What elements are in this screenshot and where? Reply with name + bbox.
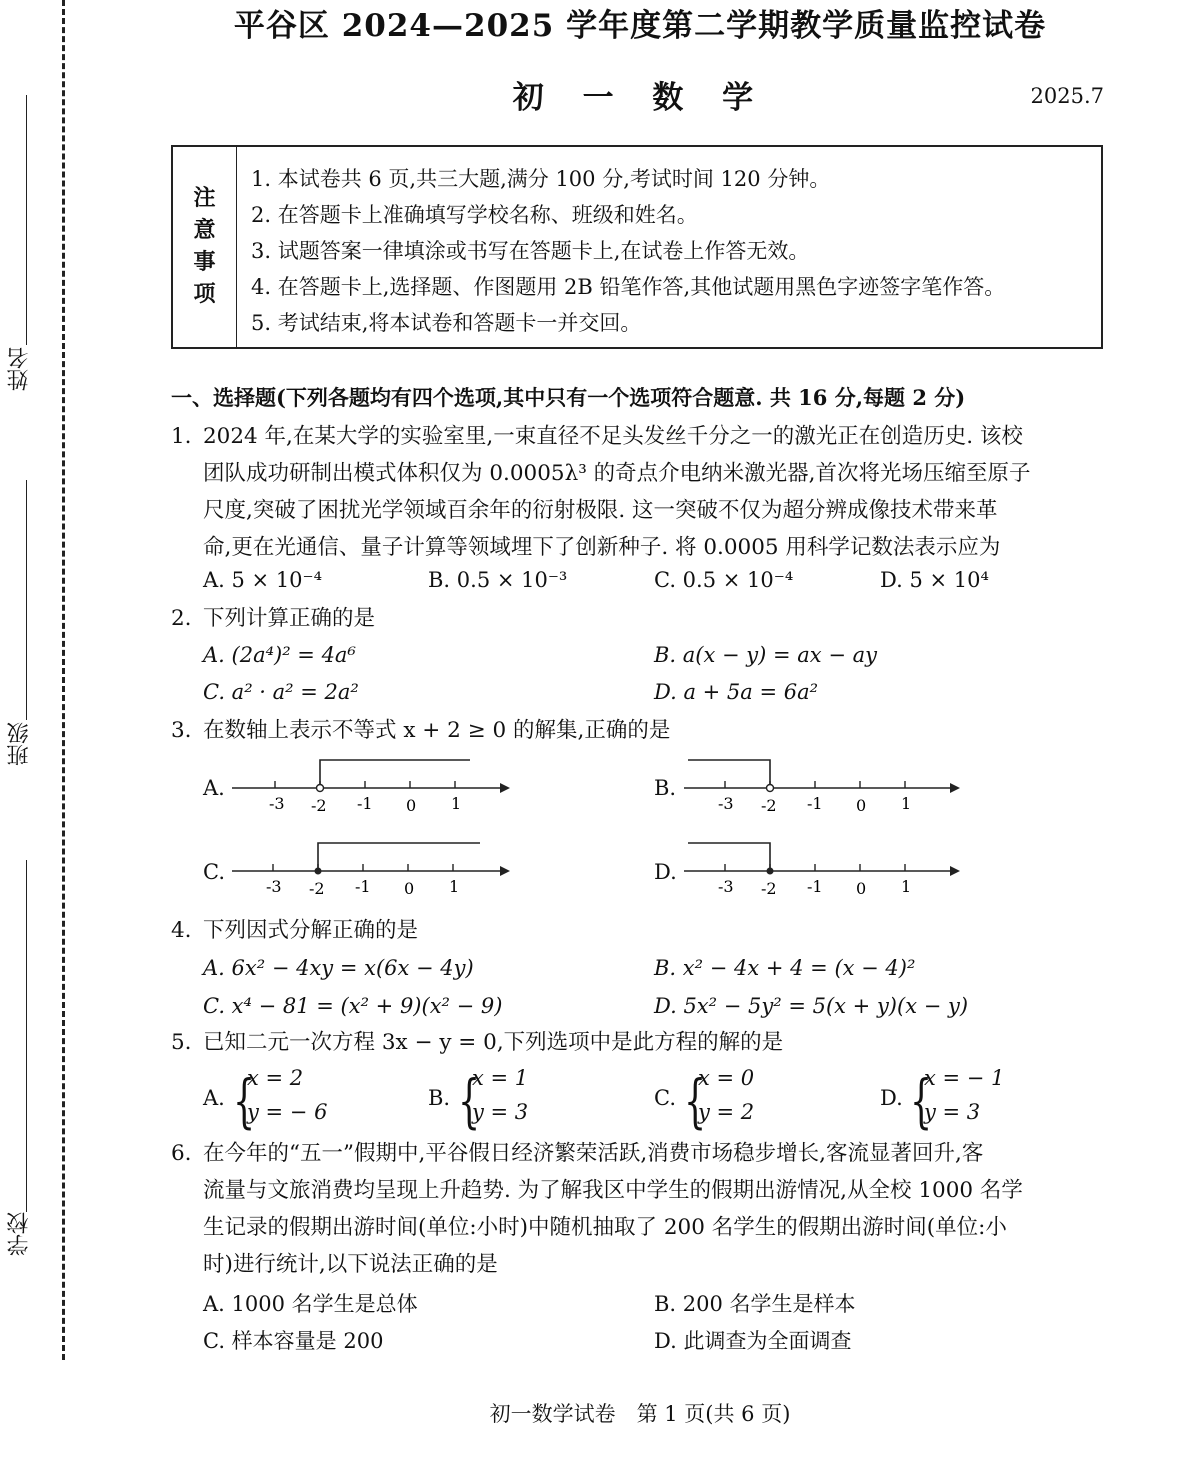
- q3-option-d-letter: D.: [654, 860, 677, 884]
- q1-line-3: 尺度,突破了困扰光学领域百余年的衍射极限. 这一突破不仅为超分辨成像技术带来革: [203, 498, 998, 523]
- q6-line-1: [171, 1135, 983, 1172]
- q3-stem: [171, 712, 670, 749]
- tick-label: 0: [406, 796, 417, 815]
- tick-label: -1: [355, 877, 371, 896]
- notice-label-char: 项: [193, 282, 216, 307]
- tick-label: -1: [357, 794, 373, 813]
- school-field: [0, 860, 40, 1280]
- q5-number: 5.: [171, 1030, 192, 1055]
- axis-arrow: [500, 783, 510, 793]
- notice-items: [251, 161, 1093, 341]
- tick-label: -3: [269, 794, 285, 813]
- tick-label: 0: [856, 796, 867, 815]
- q6-option-c: C. 样本容量是 200: [203, 1329, 384, 1353]
- notice-label-char: 意: [193, 218, 216, 243]
- notice-item: 1. 本试卷共 6 页,共三大题,满分 100 分,考试时间 120 分钟。: [251, 167, 831, 191]
- solid-point: [315, 868, 322, 875]
- axis-arrow: [950, 783, 960, 793]
- q3-option-a-letter: A.: [203, 776, 225, 800]
- q1-option-c: C. 0.5 × 10⁻⁴: [654, 568, 794, 592]
- notice-box: [171, 145, 1103, 349]
- school-underline: [26, 860, 27, 1212]
- q2-option-b: B. a(x − y) = ax − ay: [654, 643, 877, 667]
- q3-option-b-letter: B.: [654, 776, 677, 800]
- q6-text: 在今年的“五一”假期中,平谷假日经济繁荣活跃,消费市场稳步增长,客流显著回升,客: [203, 1141, 984, 1166]
- q5-eq-y: y = 2: [698, 1100, 755, 1124]
- q6-number: 6.: [171, 1141, 192, 1166]
- q3-numberline-b: [680, 755, 970, 815]
- axis-arrow: [500, 866, 510, 876]
- solid-point: [767, 868, 774, 875]
- q6-line-4: 时)进行统计,以下说法正确的是: [203, 1252, 498, 1277]
- q1-line-4: 命,更在光通信、量子计算等领域埋下了创新种子. 将 0.0005 用科学记数法表示应为: [203, 535, 1001, 560]
- q5-option-letter: A.: [203, 1086, 225, 1110]
- binding-dashed-line: [62, 0, 65, 1360]
- q5-eq-x: x = − 1: [924, 1066, 1005, 1090]
- notice-label-char: 事: [193, 250, 216, 275]
- q1-option-a: A. 5 × 10⁻⁴: [203, 568, 323, 592]
- q2-option-c: C. a² · a² = 2a²: [203, 680, 359, 704]
- name-underline: [26, 95, 27, 345]
- name-label: 姓名: [7, 347, 32, 391]
- notice-label-char: 注: [193, 186, 216, 211]
- q5-text: 已知二元一次方程 3x − y = 0,下列选项中是此方程的解的是: [203, 1030, 784, 1055]
- q5-eq-x: x = 0: [698, 1066, 755, 1090]
- q5-eq-x: x = 1: [472, 1066, 529, 1090]
- tick-label: -3: [266, 877, 282, 896]
- brace-icon: {: [233, 1067, 256, 1135]
- q6-line-3: 生记录的假期出游时间(单位:小时)中随机抽取了 200 名学生的假期出游时间(单位:小: [203, 1215, 1007, 1240]
- tick-label: 0: [856, 879, 867, 898]
- class-underline: [26, 480, 27, 720]
- q2-text: 下列计算正确的是: [203, 606, 376, 631]
- notice-item: 3. 试题答案一律填涂或书写在答题卡上,在试卷上作答无效。: [251, 239, 810, 263]
- page-footer: 初一数学试卷 第 1 页(共 6 页): [489, 1402, 791, 1426]
- q1-line-2: 团队成功研制出模式体积仅为 0.0005λ³ 的奇点介电纳米激光器,首次将光场压缩至原子: [203, 461, 1031, 486]
- q2-option-a: A. (2a⁴)² = 4a⁶: [203, 643, 356, 667]
- q3-number: 3.: [171, 718, 192, 743]
- exam-date: 2025.7: [1030, 84, 1104, 108]
- q4-option-d: D. 5x² − 5y² = 5(x + y)(x − y): [654, 994, 969, 1018]
- q1-number: 1.: [171, 424, 192, 449]
- q3-numberline-d: [680, 838, 970, 898]
- open-point: [317, 785, 324, 792]
- q2-stem: [171, 600, 375, 637]
- brace-icon: {: [910, 1067, 933, 1135]
- solution-bracket: [688, 760, 770, 785]
- q3-option-c-letter: C.: [203, 860, 225, 884]
- notice-item: 5. 考试结束,将本试卷和答题卡一并交回。: [251, 311, 642, 335]
- q6-option-b: B. 200 名学生是样本: [654, 1292, 856, 1316]
- solution-bracket: [688, 843, 770, 868]
- q5-eq-y: y = 3: [472, 1100, 529, 1124]
- open-point: [767, 785, 774, 792]
- tick-label: 1: [901, 794, 912, 813]
- notice-label: [173, 147, 237, 347]
- q5-eq-y: y = − 6: [247, 1100, 328, 1124]
- q2-option-d: D. a + 5a = 6a²: [654, 680, 819, 704]
- notice-item: 4. 在答题卡上,选择题、作图题用 2B 铅笔作答,其他试题用黑色字迹签字笔作答。: [251, 275, 1006, 299]
- tick-label: -2: [761, 879, 777, 898]
- tick-label: -1: [807, 794, 823, 813]
- school-label: 学校: [7, 1212, 32, 1256]
- q1-line-1: [171, 418, 1023, 455]
- brace-icon: {: [684, 1067, 707, 1135]
- exam-title: 平谷区 2024—2025 学年度第二学期教学质量监控试卷: [233, 8, 1047, 44]
- name-field: [0, 95, 40, 405]
- q4-option-b: B. x² − 4x + 4 = (x − 4)²: [654, 956, 916, 980]
- q4-option-c: C. x⁴ − 81 = (x² + 9)(x² − 9): [203, 994, 503, 1018]
- tick-label: 1: [451, 794, 462, 813]
- q2-number: 2.: [171, 606, 192, 631]
- class-label: 班级: [7, 722, 32, 766]
- q3-numberline-c: [228, 838, 518, 898]
- solution-bracket: [320, 760, 470, 785]
- q6-option-a: A. 1000 名学生是总体: [203, 1292, 418, 1316]
- solution-bracket: [318, 843, 480, 868]
- tick-label: -3: [718, 877, 734, 896]
- class-field: [0, 480, 40, 780]
- tick-label: -2: [761, 796, 777, 815]
- q5-eq-y: y = 3: [924, 1100, 981, 1124]
- q1-option-d: D. 5 × 10⁴: [880, 568, 989, 592]
- tick-label: -2: [311, 796, 327, 815]
- axis-arrow: [950, 866, 960, 876]
- q1-option-b: B. 0.5 × 10⁻³: [428, 568, 568, 592]
- q4-option-a: A. 6x² − 4xy = x(6x − 4y): [203, 956, 474, 980]
- q5-option-letter: D.: [880, 1086, 903, 1110]
- tick-label: 0: [404, 879, 415, 898]
- q4-stem: [171, 912, 418, 949]
- tick-label: -3: [718, 794, 734, 813]
- q4-number: 4.: [171, 918, 192, 943]
- notice-item: 2. 在答题卡上准确填写学校名称、班级和姓名。: [251, 203, 698, 227]
- tick-label: -1: [807, 877, 823, 896]
- q4-text: 下列因式分解正确的是: [203, 918, 419, 943]
- brace-icon: {: [458, 1067, 481, 1135]
- q6-line-2: 流量与文旅消费均呈现上升趋势. 为了解我区中学生的假期出游情况,从全校 1000 名学: [203, 1178, 1023, 1203]
- q5-stem: [171, 1024, 783, 1061]
- tick-label: -2: [309, 879, 325, 898]
- q5-option-letter: C.: [654, 1086, 676, 1110]
- q5-eq-x: x = 2: [247, 1066, 304, 1090]
- section-heading: 一、选择题(下列各题均有四个选项,其中只有一个选项符合题意. 共 16 分,每题 2 分): [171, 385, 966, 410]
- tick-label: 1: [901, 877, 912, 896]
- q3-numberline-a: [228, 755, 518, 815]
- q6-option-d: D. 此调查为全面调查: [654, 1329, 852, 1353]
- q5-option-letter: B.: [428, 1086, 451, 1110]
- tick-label: 1: [449, 877, 460, 896]
- exam-subject: 初 一 数 学: [512, 80, 768, 116]
- q3-text: 在数轴上表示不等式 x + 2 ≥ 0 的解集,正确的是: [203, 718, 671, 743]
- q1-text: 2024 年,在某大学的实验室里,一束直径不足头发丝千分之一的激光正在创造历史. 该校: [203, 424, 1023, 449]
